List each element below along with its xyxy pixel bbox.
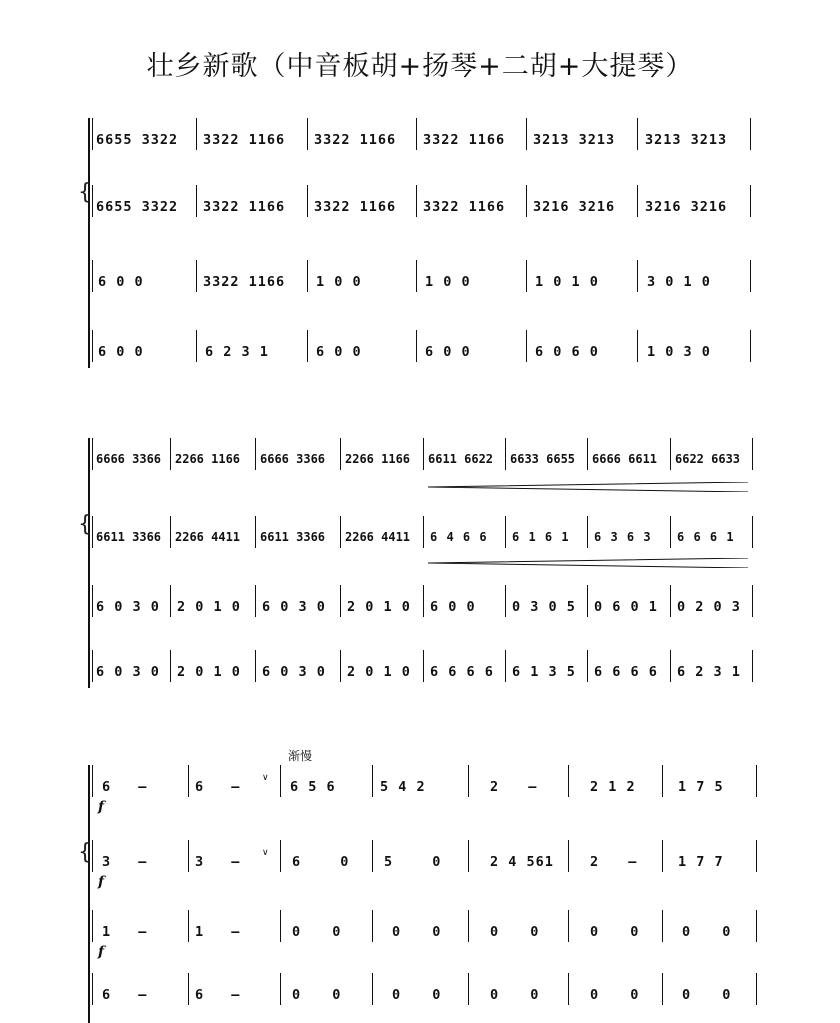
measure: 3 –	[195, 854, 241, 870]
barline	[307, 330, 308, 362]
barline	[756, 840, 757, 872]
barline	[637, 185, 638, 217]
brace: {	[78, 180, 92, 205]
barline	[670, 585, 671, 617]
measure: 6 0 3 0	[96, 599, 160, 615]
measure: 0 0	[590, 924, 640, 940]
barline	[340, 585, 341, 617]
barline	[92, 438, 93, 470]
barline	[280, 973, 281, 1005]
barline	[752, 438, 753, 470]
barline	[280, 765, 281, 797]
barline	[416, 185, 417, 217]
barline	[188, 765, 189, 797]
measure: 6 0	[292, 854, 350, 870]
barline	[752, 585, 753, 617]
barline	[568, 765, 569, 797]
barline	[662, 840, 663, 872]
barline	[662, 973, 663, 1005]
barline	[423, 650, 424, 682]
barline	[196, 330, 197, 362]
barline	[423, 516, 424, 548]
barline	[526, 118, 527, 150]
measure: 6 6 6 6	[594, 664, 658, 680]
measure: 0 0	[490, 987, 540, 1003]
measure: 6 0 3 0	[262, 664, 326, 680]
barline	[670, 516, 671, 548]
barline	[505, 438, 506, 470]
staff-1-3	[0, 260, 840, 300]
barline	[188, 910, 189, 942]
measure: 6 –	[195, 779, 241, 795]
measure: 5 0	[384, 854, 442, 870]
measure: 1 7 7	[678, 854, 724, 870]
barline	[416, 260, 417, 292]
measure: 3322 1166	[314, 132, 397, 148]
measure: 6611 3366	[260, 530, 326, 544]
barline	[280, 910, 281, 942]
barline	[92, 973, 93, 1005]
staff-3-2	[0, 840, 840, 890]
measure: 0 0	[392, 924, 442, 940]
measure: 0 0	[590, 987, 640, 1003]
barline	[340, 516, 341, 548]
barline	[568, 973, 569, 1005]
staff-1-1	[0, 118, 840, 158]
barline	[372, 765, 373, 797]
measure: 0 0	[392, 987, 442, 1003]
barline	[587, 650, 588, 682]
barline	[750, 118, 751, 150]
measure: 1 –	[195, 924, 241, 940]
tempo-marking: 渐慢	[288, 749, 313, 763]
measure: 6611 6622	[428, 452, 494, 466]
measure: 6666 3366	[260, 452, 326, 466]
measure: 6666 3366	[96, 452, 162, 466]
measure: 6 4 6 6	[430, 530, 488, 544]
barline	[587, 438, 588, 470]
barline	[307, 260, 308, 292]
measure: 6 0 6 0	[535, 344, 599, 360]
diminuendo-hairpin	[428, 482, 748, 492]
measure: 0 0	[490, 924, 540, 940]
barline	[307, 118, 308, 150]
barline	[568, 840, 569, 872]
barline	[568, 910, 569, 942]
measure: 3322 1166	[203, 274, 286, 290]
measure: 2 –	[490, 779, 538, 795]
staff-1-4	[0, 330, 840, 370]
breath-mark: ∨	[262, 773, 269, 783]
measure: 2 0 1 0	[347, 599, 411, 615]
measure: 6 0 0	[98, 344, 144, 360]
measure: 1 0 3 0	[647, 344, 711, 360]
barline	[637, 118, 638, 150]
measure: 0 0	[292, 987, 342, 1003]
measure: 3216 3216	[645, 199, 728, 215]
measure: 0 3 0 5	[512, 599, 576, 615]
barline	[468, 910, 469, 942]
measure: 2 0 1 0	[177, 664, 241, 680]
measure: 1 –	[102, 924, 148, 940]
measure: 2 0 1 0	[347, 664, 411, 680]
barline	[756, 765, 757, 797]
measure: 6622 6633	[675, 452, 741, 466]
barline	[92, 260, 93, 292]
measure: 6 1 6 1	[512, 530, 570, 544]
score-title: 壮乡新歌（中音板胡+扬琴+二胡+大提琴）	[146, 51, 694, 82]
measure: 2266 1166	[345, 452, 411, 466]
measure: 6611 3366	[96, 530, 162, 544]
measure: 6 5 6	[290, 779, 336, 795]
staff-2-3	[0, 585, 840, 625]
barline	[340, 438, 341, 470]
measure: 2 4 561	[490, 854, 554, 870]
barline	[196, 260, 197, 292]
barline	[662, 910, 663, 942]
barline	[92, 650, 93, 682]
measure: 6 2 3 1	[205, 344, 269, 360]
barline	[92, 910, 93, 942]
measure: 6 0 0	[425, 344, 471, 360]
barline	[255, 516, 256, 548]
measure: 6655 3322	[96, 199, 179, 215]
measure: 0 6 0 1	[594, 599, 658, 615]
barline	[255, 438, 256, 470]
barline	[170, 516, 171, 548]
barline	[372, 840, 373, 872]
barline	[505, 585, 506, 617]
barline	[255, 650, 256, 682]
barline	[750, 185, 751, 217]
measure: 6 3 6 3	[594, 530, 652, 544]
measure: 6 0 3 0	[96, 664, 160, 680]
barline	[468, 840, 469, 872]
barline	[423, 438, 424, 470]
barline	[752, 516, 753, 548]
barline	[416, 330, 417, 362]
barline	[505, 650, 506, 682]
barline	[188, 840, 189, 872]
measure: 2 1 2	[590, 779, 636, 795]
barline	[170, 438, 171, 470]
barline	[750, 260, 751, 292]
barline	[92, 765, 93, 797]
measure: 0 0	[292, 924, 342, 940]
measure: 0 0	[682, 924, 732, 940]
barline	[340, 650, 341, 682]
measure: 6 2 3 1	[677, 664, 741, 680]
barline	[587, 516, 588, 548]
measure: 1 0 1 0	[535, 274, 599, 290]
barline	[92, 516, 93, 548]
measure: 6655 3322	[96, 132, 179, 148]
barline	[372, 973, 373, 1005]
barline	[526, 260, 527, 292]
barline	[505, 516, 506, 548]
barline	[307, 185, 308, 217]
measure: 0 0	[682, 987, 732, 1003]
barline	[92, 118, 93, 150]
measure: 6 –	[102, 779, 148, 795]
barline	[423, 585, 424, 617]
barline	[637, 260, 638, 292]
barline	[670, 650, 671, 682]
staff-3-1	[0, 765, 840, 815]
staff-2-4	[0, 650, 840, 690]
staff-3-3	[0, 910, 840, 960]
barline	[670, 438, 671, 470]
measure: 1 0 0	[425, 274, 471, 290]
barline	[170, 650, 171, 682]
measure: 3 –	[102, 854, 148, 870]
barline	[662, 765, 663, 797]
measure: 1 0 0	[316, 274, 362, 290]
barline	[255, 585, 256, 617]
measure: 3322 1166	[314, 199, 397, 215]
measure: 3213 3213	[645, 132, 728, 148]
staff-2-2	[0, 512, 840, 556]
measure: 2266 4411	[175, 530, 241, 544]
measure: 3216 3216	[533, 199, 616, 215]
measure: 6666 6611	[592, 452, 658, 466]
barline	[92, 840, 93, 872]
measure: 5 4 2	[380, 779, 426, 795]
brace: {	[78, 512, 92, 537]
barline	[280, 840, 281, 872]
measure: 6 0 0	[316, 344, 362, 360]
measure: 1 7 5	[678, 779, 724, 795]
barline	[416, 118, 417, 150]
barline	[372, 910, 373, 942]
measure: 3322 1166	[203, 132, 286, 148]
diminuendo-hairpin	[428, 558, 748, 568]
barline	[92, 330, 93, 362]
barline	[92, 585, 93, 617]
barline	[637, 330, 638, 362]
measure: 6 6 6 1	[677, 530, 735, 544]
barline	[750, 330, 751, 362]
dynamic-forte: f	[98, 874, 105, 890]
measure: 6 0 0	[430, 599, 476, 615]
barline	[756, 910, 757, 942]
measure: 2 0 1 0	[177, 599, 241, 615]
barline	[188, 973, 189, 1005]
measure: 3213 3213	[533, 132, 616, 148]
barline	[756, 973, 757, 1005]
barline	[196, 185, 197, 217]
barline	[526, 330, 527, 362]
barline	[468, 973, 469, 1005]
measure: 3 0 1 0	[647, 274, 711, 290]
measure: 6 –	[102, 987, 148, 1003]
staff-1-2	[0, 185, 840, 225]
measure: 0 2 0 3	[677, 599, 741, 615]
breath-mark: ∨	[262, 848, 269, 858]
dynamic-forte: f	[98, 944, 105, 960]
barline	[468, 765, 469, 797]
dynamic-forte: f	[98, 799, 105, 815]
barline	[92, 185, 93, 217]
measure: 6 0 3 0	[262, 599, 326, 615]
barline	[587, 585, 588, 617]
measure: 6 –	[195, 987, 241, 1003]
measure: 6633 6655	[510, 452, 576, 466]
measure: 6 6 6 6	[430, 664, 494, 680]
barline	[196, 118, 197, 150]
barline	[752, 650, 753, 682]
measure: 2 –	[590, 854, 638, 870]
staff-2-1	[0, 438, 840, 478]
measure: 3322 1166	[203, 199, 286, 215]
brace: {	[78, 840, 92, 865]
measure: 3322 1166	[423, 132, 506, 148]
measure: 6 0 0	[98, 274, 144, 290]
measure: 2266 1166	[175, 452, 241, 466]
measure: 3322 1166	[423, 199, 506, 215]
measure: 2266 4411	[345, 530, 411, 544]
barline	[526, 185, 527, 217]
measure: 6 1 3 5	[512, 664, 576, 680]
staff-3-4	[0, 973, 840, 1013]
barline	[170, 585, 171, 617]
